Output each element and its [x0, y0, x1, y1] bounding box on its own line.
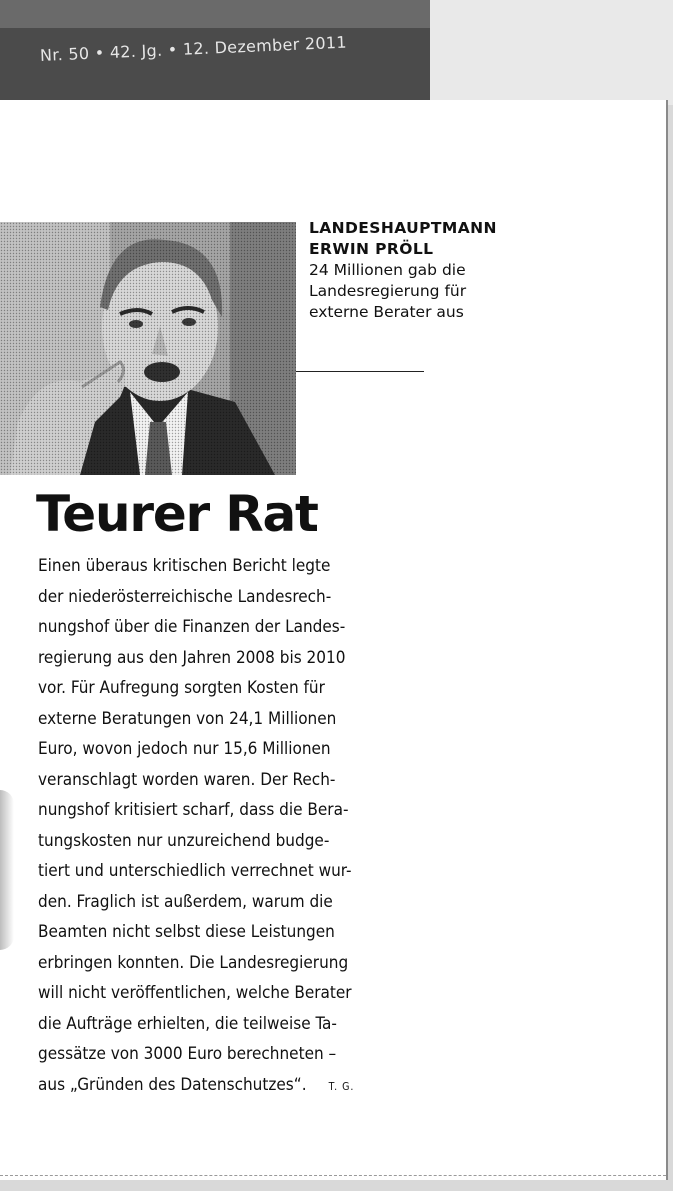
body-line: tiert und unterschiedlich verrechnet wur- — [38, 861, 352, 881]
caption-text-line: 24 Millionen gab die — [309, 261, 466, 279]
body-line: Euro, wovon jedoch nur 15,6 Millionen — [38, 739, 331, 759]
clipping-edge — [0, 1175, 666, 1176]
background-surface — [430, 0, 673, 105]
body-line: die Aufträge erhielten, die teilweise Ta- — [38, 1013, 337, 1034]
body-line: Beamten nicht selbst diese Leistungen — [38, 922, 335, 942]
body-line: Einen überaus kritischen Bericht legte — [38, 556, 331, 576]
caption-divider — [296, 371, 424, 372]
body-line: regierung aus den Jahren 2008 bis 2010 — [38, 647, 346, 668]
author-initials: T. G. — [328, 1080, 355, 1093]
body-line: will nicht veröffentlichen, welche Berater — [38, 983, 352, 1003]
body-line: erbringen konnten. Die Landesregierung — [38, 952, 349, 973]
magazine-masthead-strip — [0, 0, 430, 100]
issue-info: Nr. 50 • 42. Jg. • 12. Dezember 2011 — [39, 32, 348, 65]
body-line: gessätze von 3000 Euro berechneten – — [38, 1044, 337, 1064]
photo-caption — [309, 218, 524, 323]
body-line: nungshof kritisiert scharf, dass die Bera- — [38, 800, 349, 820]
body-line: vor. Für Aufregung sorgten Kosten für — [38, 678, 325, 698]
body-line-last — [38, 1070, 438, 1103]
article-body — [38, 551, 438, 1102]
body-line: den. Fraglich ist außerdem, warum die — [38, 891, 333, 912]
body-line: nungshof über die Finanzen der Landes- — [38, 617, 346, 637]
article-headline: Teurer Rat — [36, 485, 318, 543]
body-line: externe Beratungen von 24,1 Millionen — [38, 708, 337, 729]
caption-text-line: externe Berater aus — [309, 303, 464, 321]
body-line-text: aus „Gründen des Datenschutzes“. — [38, 1074, 307, 1095]
body-line: tungskosten nur unzureichend budge- — [38, 830, 330, 851]
scan-shadow — [0, 790, 14, 950]
masthead-top-band — [0, 0, 430, 28]
portrait-illustration — [0, 222, 296, 475]
caption-name-line: ERWIN PRÖLL — [309, 240, 434, 258]
caption-text-line: Landesregierung für — [309, 282, 467, 300]
body-line: der niederösterreichische Landesrech- — [38, 586, 332, 607]
portrait-photo — [0, 222, 296, 475]
caption-title-line: LANDESHAUPTMANN — [309, 219, 497, 237]
body-line: veranschlagt worden waren. Der Rech- — [38, 769, 336, 790]
